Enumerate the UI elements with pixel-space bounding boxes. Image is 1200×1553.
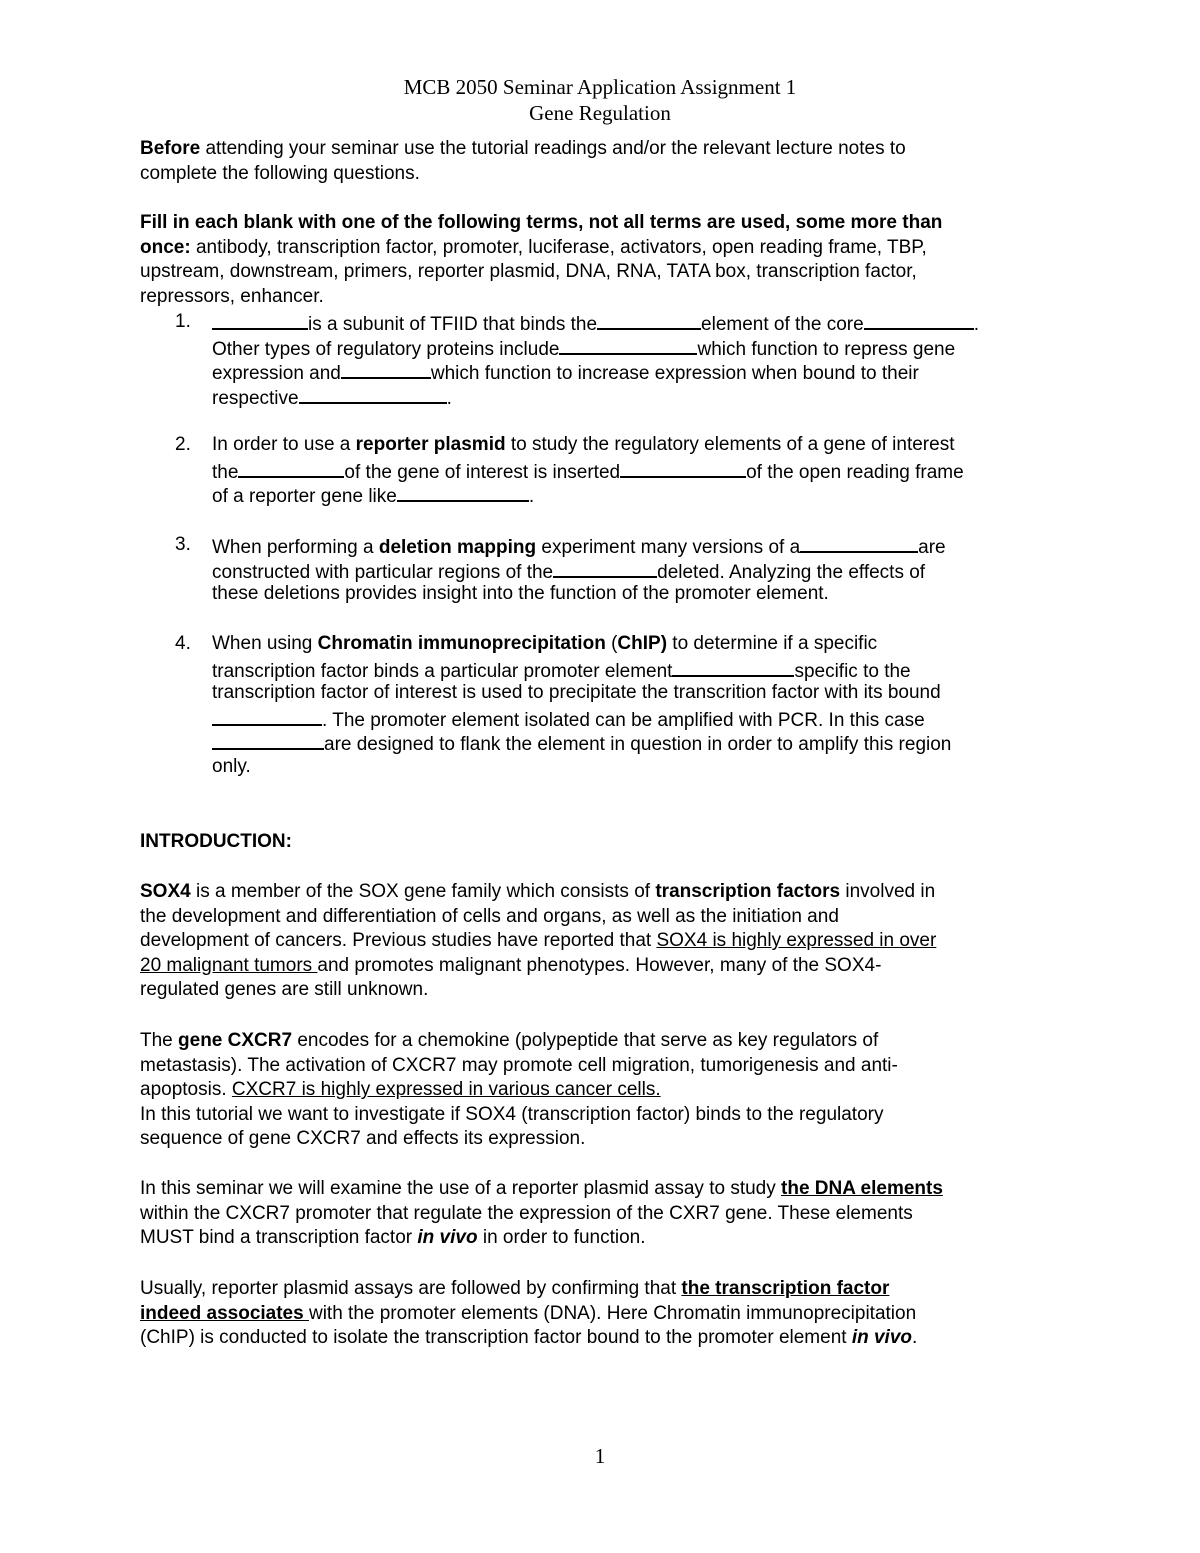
intro-paragraph-1: SOX4 is a member of the SOX gene family which consists of transcription factors involved in the development and differentiation of cells and organs, as well as the initiation and development of cancers. Previous studies have reported that SOX4 is highly expressed in over 20 malignant tumors and promotes malignant phenotypes. However, many of the SOX4- regulated genes are still unknown. xyxy=(140,881,937,1001)
question-3-number: 3. xyxy=(175,534,191,555)
question-1-number: 1. xyxy=(175,311,191,332)
question-4-number: 4. xyxy=(175,633,191,654)
blank[interactable] xyxy=(341,359,431,379)
document-title: MCB 2050 Seminar Application Assignment 1 xyxy=(403,75,797,99)
before-bold: Before xyxy=(140,138,201,159)
before-paragraph: Before attending your seminar use the tutorial readings and/or the relevant lecture notes to complete the following questions. xyxy=(140,138,906,184)
blank[interactable] xyxy=(212,310,308,330)
question-1: is a subunit of TFIID that binds the element of the core . Other types of regulatory proteins include which function to repress gene expression and which function to increase expression when bound to their respective . xyxy=(212,310,1072,408)
instructions-paragraph: Fill in each blank with one of the following terms, not all terms are used, some more than once: antibody, transcription factor, promoter, luciferase, activators, open reading frame, TBP, upstream, downstream, primers, reporter plasmid, DNA, RNA, TATA box, transcription factor, repressors, enhancer. xyxy=(140,212,943,307)
blank[interactable] xyxy=(597,310,701,330)
intro-paragraph-2: The gene CXCR7 encodes for a chemokine (polypeptide that serve as key regulators of metastasis). The activation of CXCR7 may promote cell migration, tumorigenesis and anti- apoptosis. CXCR7 is highly expressed in various cancer cells. In this tutorial we want to investigate if SOX4 (transcription factor) binds to the regulatory sequence of gene CXCR7 and effects its expression. xyxy=(140,1030,898,1150)
introduction-heading: INTRODUCTION: xyxy=(140,831,292,852)
question-3: When performing a deletion mapping experiment many versions of a are constructed with particular regions of the deleted. Analyzing the effects of these deletions provides insight into the function of the promoter element. xyxy=(212,533,1072,607)
intro-paragraph-4: Usually, reporter plasmid assays are followed by confirming that the transcription factor indeed associates with the promoter elements (DNA). Here Chromatin immunoprecipitation (ChIP) is conducted to isolate the transcription factor bound to the promoter element in vivo. xyxy=(140,1278,918,1349)
blank[interactable] xyxy=(672,657,794,677)
page-number: 1 xyxy=(594,1444,606,1468)
intro-paragraph-3: In this seminar we will examine the use of a reporter plasmid assay to study the DNA elements within the CXCR7 promoter that regulate the expression of the CXR7 gene. These elements MUST bind a transcription factor in vivo in order to function. xyxy=(140,1178,943,1249)
question-2-number: 2. xyxy=(175,434,191,455)
blank[interactable] xyxy=(212,706,322,726)
blank[interactable] xyxy=(559,335,697,355)
question-2: In order to use a reporter plasmid to study the regulatory elements of a gene of interest the of the gene of interest is inserted of the open reading frame of a reporter gene like . xyxy=(212,434,964,508)
blank[interactable] xyxy=(212,730,324,750)
question-4: When using Chromatin immunoprecipitation (ChIP) to determine if a specific transcription factor binds a particular promoter element specific to the transcription factor of interest is used to precipitate the transcrition factor with its bound . The promoter element isolated can be amplified with PCR. In this case are designed to flank the element in question in order to amplify this region only. xyxy=(212,633,952,777)
blank[interactable] xyxy=(620,458,746,478)
blank[interactable] xyxy=(238,458,344,478)
document-subtitle: Gene Regulation xyxy=(529,101,671,125)
blank[interactable] xyxy=(299,384,447,404)
blank[interactable] xyxy=(553,558,657,578)
blank[interactable] xyxy=(864,310,974,330)
blank[interactable] xyxy=(397,482,529,502)
blank[interactable] xyxy=(800,533,918,553)
